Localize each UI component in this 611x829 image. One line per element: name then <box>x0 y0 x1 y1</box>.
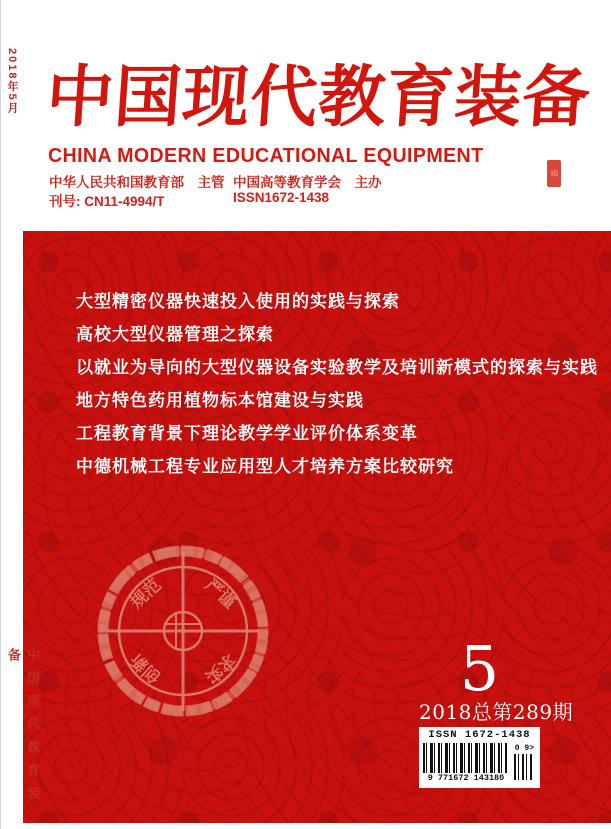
issn-line: ISSN1672-1438 <box>233 190 330 205</box>
cover-article-title: 工程教育背景下理论教学学业评价体系变革 <box>76 424 418 443</box>
emblem-word: 求实 <box>201 649 240 687</box>
barcode-bars <box>423 743 507 773</box>
barcode-addon-bars <box>514 754 534 780</box>
magazine-title-chinese: 中国现代教育装备 <box>43 57 594 136</box>
issue-number: 5 <box>459 632 500 705</box>
cover-article-title: 地方特色药用植物标本馆建设与实践 <box>76 391 364 410</box>
cover-article-title: 高校大型仪器管理之探索 <box>76 325 274 344</box>
issue-edition: 2018总第289期 <box>419 700 574 724</box>
cover-article-list <box>76 293 598 491</box>
cover-article-title: 以就业为导向的大型仪器设备实验教学及培训新模式的探索与实践 <box>76 358 598 377</box>
issue-column <box>419 632 574 788</box>
barcode-issn-text: ISSN 1672-1438 <box>428 729 531 741</box>
magazine-title-english: CHINA MODERN EDUCATIONAL EQUIPMENT <box>48 145 484 167</box>
organizer-line: 中国高等教育学会 主办 <box>233 175 382 190</box>
cover-article-title: 大型精密仪器快速投入使用的实践与探索 <box>76 292 400 311</box>
barcode-addon-label: 0 9> <box>514 744 534 753</box>
emblem-word: 严谨 <box>201 575 240 613</box>
journal-number-line: 刊号: CN11-4994/T <box>49 194 165 209</box>
coin-emblem-watermark <box>93 541 273 721</box>
spine-title-vertical: 中国现代教育装备 <box>5 648 39 809</box>
cover-article-title: 中德机械工程专业应用型人才培养方案比较研究 <box>76 457 454 476</box>
emblem-word: 规范 <box>126 575 165 613</box>
supervisor-line: 中华人民共和国教育部 主管 <box>49 175 225 190</box>
calligrapher-seal-icon <box>547 160 561 187</box>
barcode-addon <box>510 744 534 780</box>
calligrapher-seal-glyphs: 印 <box>550 170 558 177</box>
barcode-box <box>419 727 540 788</box>
issue-date-vertical: 2018年5月 <box>6 48 18 115</box>
emblem-word: 创新 <box>126 649 165 687</box>
barcode-digits: 9 771672 143180 <box>427 773 505 783</box>
cover-red-panel <box>23 231 611 823</box>
